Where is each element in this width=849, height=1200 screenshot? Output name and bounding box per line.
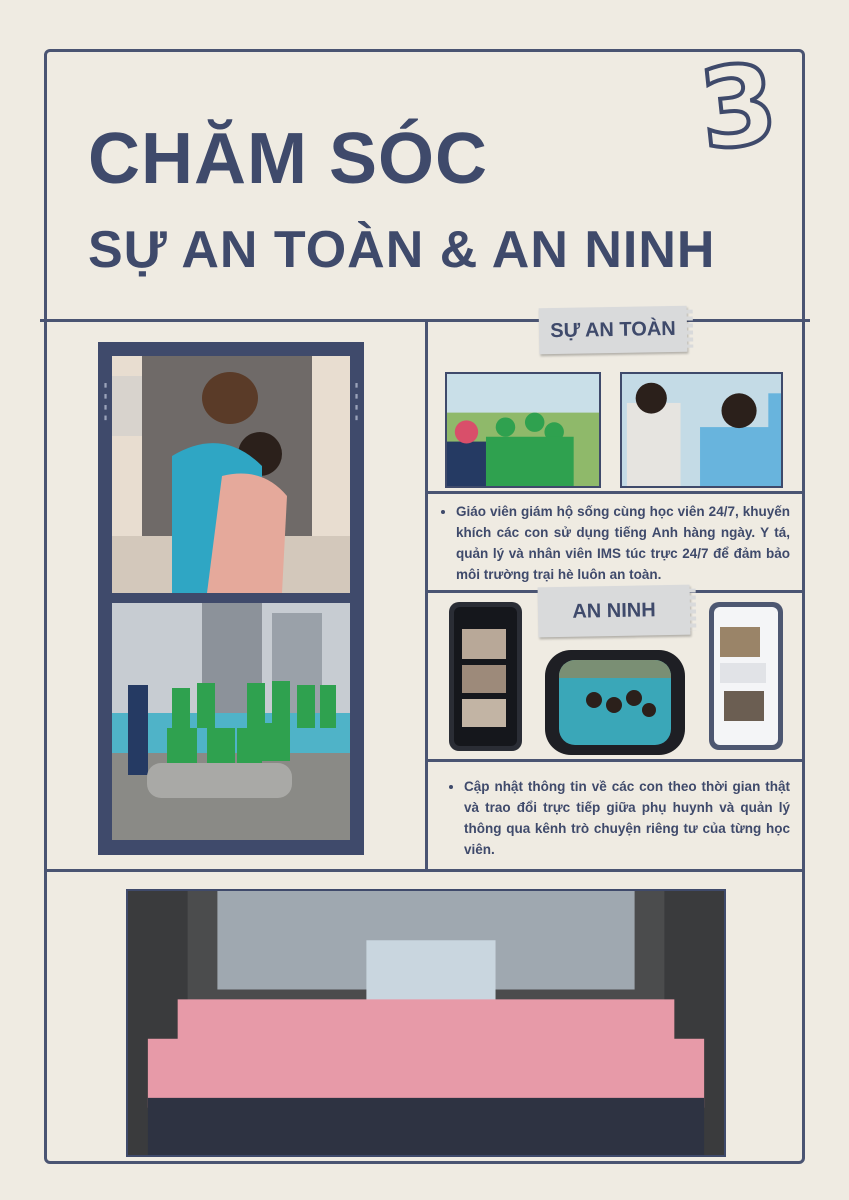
section-tag-safety: SỰ AN TOÀN xyxy=(539,306,688,355)
security-bullet-text: • Cập nhật thông tin về các con theo thời gian thật và trao đổi trực tiếp giữa phụ huynh và quản lý thông qua kênh trò chuyện riêng tư của từng học viên. xyxy=(464,776,790,860)
page-title-line1: CHĂM SÓC xyxy=(88,119,488,199)
photo-group-pink xyxy=(126,889,726,1157)
smartwatch xyxy=(545,650,685,755)
divider-right-1 xyxy=(428,491,805,494)
film-edge-mark: ▮ ▮ ▮ ▮ xyxy=(102,382,109,423)
photo-safety-group xyxy=(445,372,601,488)
safety-bullet xyxy=(438,501,790,585)
photo-group-pool xyxy=(112,603,350,840)
film-edge-mark: ▮ ▮ ▮ ▮ xyxy=(353,382,360,423)
security-bullet xyxy=(446,776,790,860)
photo-safety-nurse xyxy=(620,372,783,488)
safety-bullet-text: • Giáo viên giám hộ sống cùng học viên 24/7, khuyến khích các con sử dụng tiếng Anh hàng ngày. Y tá, quản lý và nhân viên IMS túc trực 24/7 để đảm bảo môi trường trại hè luôn an toàn. xyxy=(456,501,790,585)
photo-hug xyxy=(112,356,350,593)
divider-right-3 xyxy=(428,759,805,762)
page-number: 3 xyxy=(693,39,784,175)
page-title-line2: SỰ AN TOÀN & AN NINH xyxy=(88,221,716,279)
divider-bottom xyxy=(44,869,805,872)
phone-chat-right xyxy=(709,602,783,750)
section-tag-security: AN NINH xyxy=(538,585,691,638)
divider-vertical xyxy=(425,322,428,870)
phone-chat-left xyxy=(449,602,522,751)
